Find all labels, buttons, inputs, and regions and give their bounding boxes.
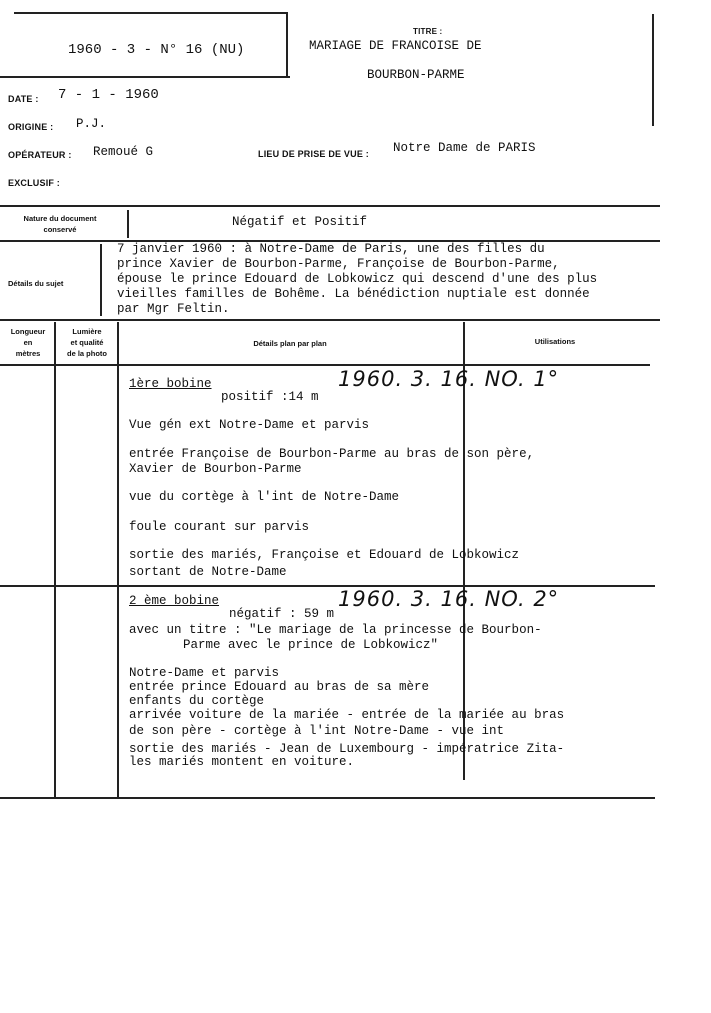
- date-label: DATE :: [8, 94, 39, 104]
- header-details: Détails plan par plan: [253, 339, 327, 348]
- shot-line: de son père - cortège à l'int Notre-Dame - vue int: [129, 724, 505, 738]
- header-lumiere-line: de la photo: [67, 349, 107, 358]
- col-divider-2: [117, 322, 119, 798]
- origine-label: ORIGINE :: [8, 122, 54, 132]
- bobine-2-title: 2 ème bobine: [129, 594, 220, 608]
- subject-divider: [100, 244, 102, 316]
- operateur-label: OPÉRATEUR :: [8, 150, 72, 160]
- shot-line: Parme avec le prince de Lobkowicz": [183, 638, 439, 652]
- bobine-1-stamp: 1960. 3. 16. NO. 1°: [338, 367, 560, 391]
- header-longueur-line: Longueur: [10, 327, 46, 336]
- shot-line: vue du cortège à l'int de Notre-Dame: [129, 490, 400, 504]
- shot-line: sortie des mariés - Jean de Luxembourg - impératrice Zita-: [129, 742, 565, 756]
- titre-line-1: MARIAGE DE FRANCOISE DE: [309, 39, 482, 53]
- titre-line-2: BOURBON-PARME: [367, 68, 465, 82]
- shot-line: les mariés montent en voiture.: [129, 755, 355, 769]
- header-longueur: [2, 326, 54, 359]
- shot-line: entrée Françoise de Bourbon-Parme au bras de son père,: [129, 447, 535, 461]
- operateur-value: Remoué G: [93, 145, 154, 159]
- header-divider: [0, 76, 290, 78]
- shot-line: avec un titre : "Le mariage de la princesse de Bourbon-: [129, 623, 542, 637]
- reference-number: 1960 - 3 - N° 16 (NU): [68, 42, 245, 58]
- header-lumiere-line: et qualité: [70, 338, 104, 347]
- lieu-value: Notre Dame de PARIS: [393, 141, 536, 155]
- subject-line: par Mgr Feltin.: [117, 302, 230, 316]
- table-bottom-line: [0, 797, 655, 799]
- shot-line: entrée prince Edouard au bras de sa mère: [129, 680, 430, 694]
- header-lumiere: [57, 326, 117, 359]
- nature-label: [4, 213, 116, 235]
- origine-value: P.J.: [76, 117, 107, 131]
- subject-line: 7 janvier 1960 : à Notre-Dame de Paris, une des filles du: [117, 242, 545, 256]
- exclusif-label: EXCLUSIF :: [8, 178, 61, 188]
- table-top-line: [0, 319, 660, 321]
- subject-line: vieilles familles de Bohême. La bénédiction nuptiale est donnée: [117, 287, 590, 301]
- shot-line: sortant de Notre-Dame: [129, 565, 287, 579]
- header-bottom-line: [0, 364, 650, 366]
- nature-label-line-1: Nature du document: [23, 214, 97, 223]
- header-longueur-line: mètres: [15, 349, 41, 358]
- bobine-1-format: positif :14 m: [221, 390, 319, 404]
- col-divider-1: [54, 322, 56, 798]
- lieu-label: LIEU DE PRISE DE VUE :: [258, 149, 369, 159]
- shot-line: foule courant sur parvis: [129, 520, 310, 534]
- subject-label: Détails du sujet: [8, 279, 64, 288]
- bobine-2-format: négatif : 59 m: [229, 607, 335, 621]
- subject-line: prince Xavier de Bourbon-Parme, Françoise de Bourbon-Parme,: [117, 257, 560, 271]
- nature-divider: [127, 210, 129, 238]
- nature-top-line: [0, 205, 660, 207]
- nature-label-line-2: conservé: [43, 225, 77, 234]
- bobine-2-stamp: 1960. 3. 16. NO. 2°: [338, 587, 560, 611]
- shot-line: arrivée voiture de la mariée - entrée de la mariée au bras: [129, 708, 565, 722]
- shot-line: enfants du cortège: [129, 694, 265, 708]
- header-longueur-line: en: [23, 338, 33, 347]
- shot-line: Xavier de Bourbon-Parme: [129, 462, 302, 476]
- header-lumiere-line: Lumière: [72, 327, 102, 336]
- subject-line: épouse le prince Edouard de Lobkowicz qui descend d'une des plus: [117, 272, 598, 286]
- shot-line: sortie des mariés, Françoise et Edouard de Lobkowicz: [129, 548, 520, 562]
- right-edge-line: [652, 14, 654, 126]
- shot-line: Vue gén ext Notre-Dame et parvis: [129, 418, 370, 432]
- titre-label: TITRE :: [413, 27, 443, 36]
- nature-value: Négatif et Positif: [232, 215, 368, 229]
- header-utilisations: Utilisations: [534, 337, 576, 346]
- shot-line: Notre-Dame et parvis: [129, 666, 280, 680]
- bobine-1-title: 1ère bobine: [129, 377, 212, 391]
- header-box-top: [14, 12, 288, 14]
- header-box-right: [286, 12, 288, 76]
- date-value: 7 - 1 - 1960: [58, 87, 159, 103]
